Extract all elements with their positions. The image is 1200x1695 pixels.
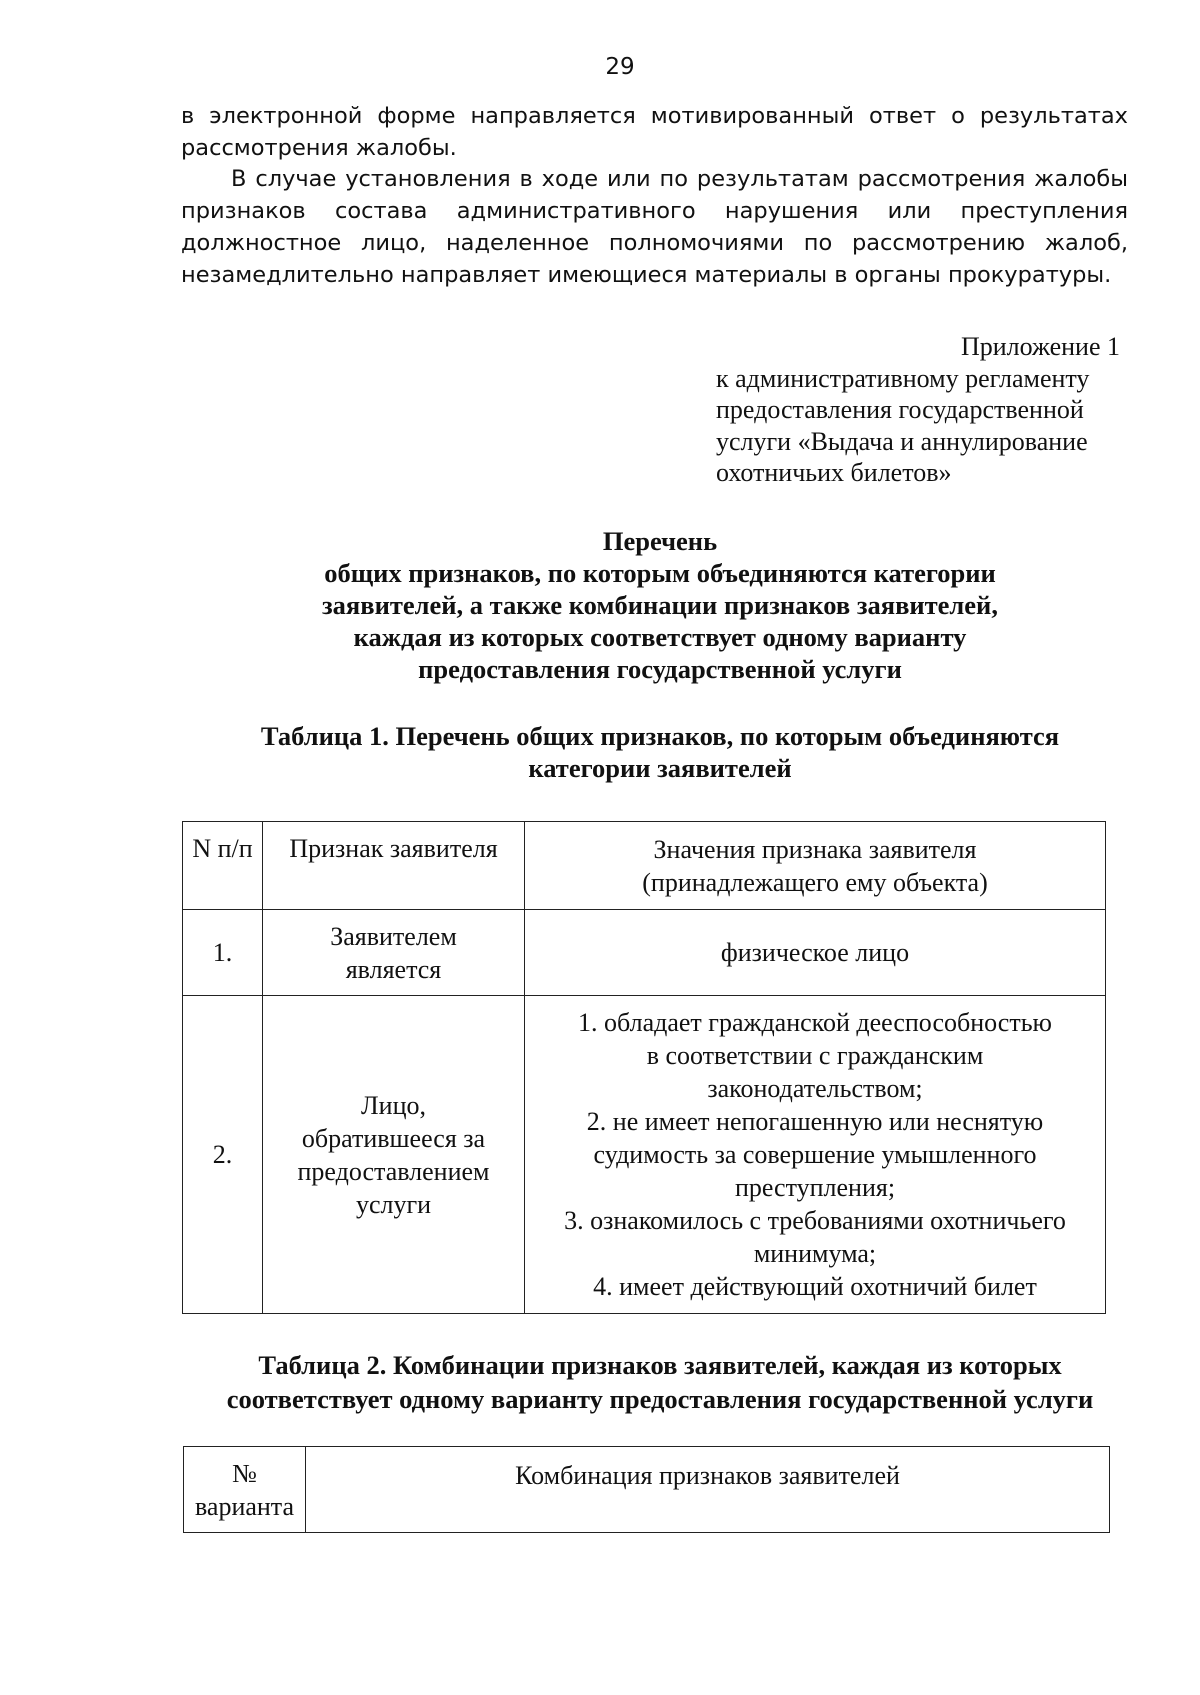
table-header-row — [184, 1447, 1110, 1533]
title-line: общих признаков, по которым объединяются категории — [324, 558, 996, 588]
title-line: предоставления государственной услуги — [418, 654, 902, 684]
row-sign: Заявителем является — [263, 910, 525, 996]
page-number: 29 — [605, 54, 635, 80]
appendix-line: охотничьих билетов» — [716, 458, 952, 487]
row-number: 2. — [183, 996, 263, 1314]
paragraph-prosecutor-referral: В случае установления в ходе или по результатам рассмотрения жалобы признаков состава административного нарушения или преступления должностное лицо, наделенное полномочиями по рассмотрению жалоб, незамедлительно направляет имеющиеся материалы в органы прокуратуры. — [181, 166, 1128, 288]
row-values: 1. обладает гражданской дееспособностью в соответствии с гражданским законодательством; 2. не имеет непогашенную или неснятую судимость за совершение умышленного преступления; 3. ознакомилось с требованиями охотничьего минимума; 4. имеет действующий охотничий билет — [525, 996, 1106, 1314]
appendix-title: Приложение 1 — [960, 332, 1120, 361]
paragraph-complaint-response: в электронной форме направляется мотивированный ответ о результатах рассмотрения жалобы. — [181, 103, 1128, 161]
appendix-line: предоставления государственной — [716, 395, 1084, 424]
appendix-note — [716, 331, 1136, 489]
title-line: заявителей, а также комбинации признаков заявителей, — [322, 590, 998, 620]
title-line: Перечень — [602, 526, 718, 556]
caption-line: Таблица 2. Комбинации признаков заявителей, каждая из которых — [258, 1350, 1062, 1380]
table1-caption — [170, 720, 1150, 784]
sign-combinations-table — [183, 1446, 1110, 1533]
table-row — [183, 910, 1106, 996]
table2-caption — [170, 1348, 1150, 1416]
appendix-line: к административному регламенту — [716, 363, 1090, 393]
header-variant-number: № варианта — [184, 1447, 306, 1533]
table-row — [183, 996, 1106, 1314]
appendix-line: услуги «Выдача и аннулирование — [716, 426, 1088, 456]
caption-line: соответствует одному варианту предоставления государственной услуги — [226, 1384, 1094, 1414]
header-number: N п/п — [183, 822, 263, 910]
applicant-signs-table — [182, 821, 1106, 1314]
row-values: физическое лицо — [525, 910, 1106, 996]
header-values: Значения признака заявителя (принадлежащего ему объекта) — [525, 822, 1106, 910]
caption-line: Таблица 1. Перечень общих признаков, по которым объединяются — [260, 721, 1060, 751]
title-line: каждая из которых соответствует одному варианту — [353, 622, 967, 652]
header-combination: Комбинация признаков заявителей — [306, 1447, 1110, 1533]
caption-line: категории заявителей — [528, 753, 792, 783]
table-header-row — [183, 822, 1106, 910]
row-number: 1. — [183, 910, 263, 996]
document-title — [170, 525, 1150, 685]
row-sign: Лицо, обратившееся за предоставлением услуги — [263, 996, 525, 1314]
header-sign: Признак заявителя — [263, 822, 525, 910]
